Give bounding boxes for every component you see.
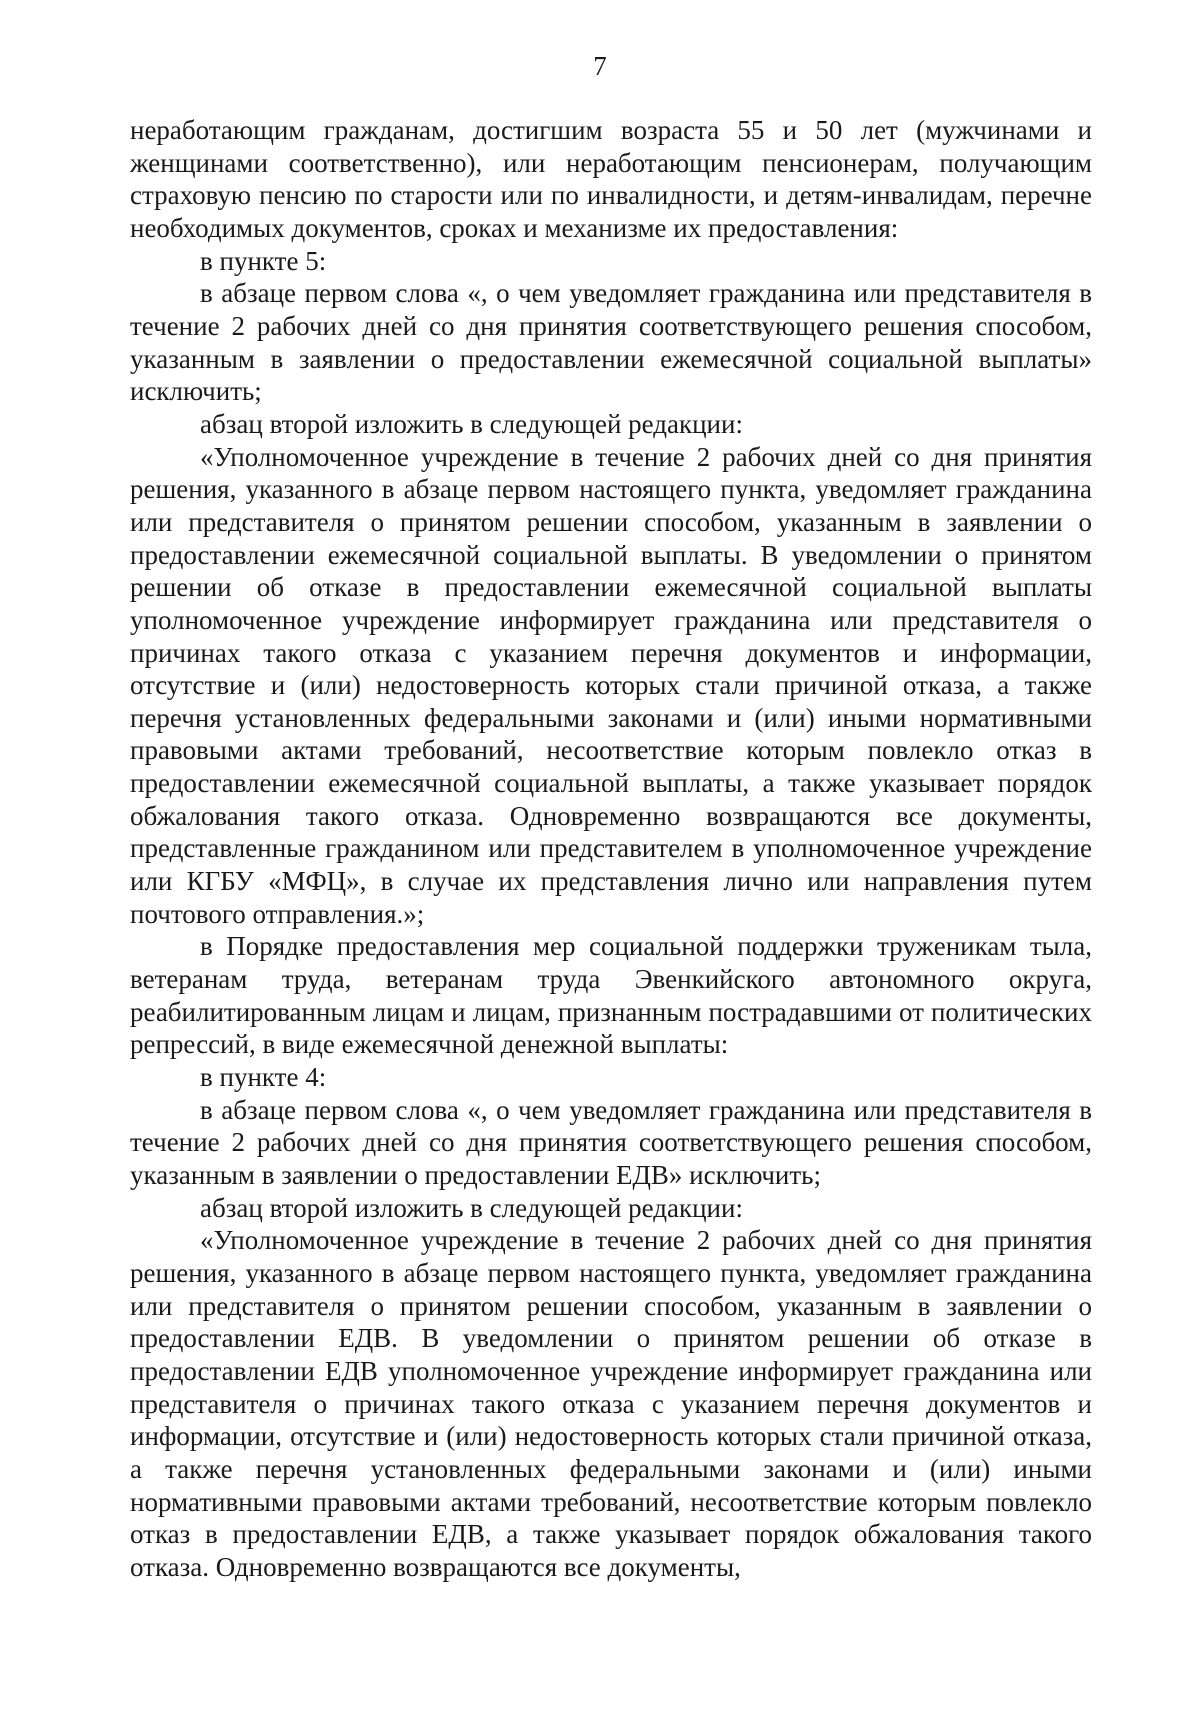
paragraph-first-clause-4: в абзаце первом слова «, о чем уведомляет гражданина или представителя в течение 2 рабочих дней со дня принятия соответствующего решения способом, указанным в заявлении о предоставлении ЕДВ» исключить; (130, 1094, 1092, 1190)
paragraph-second-clause-intro-5: абзац второй изложить в следующей редакции: (200, 408, 743, 439)
paragraph-first-clause-5: в абзаце первом слова «, о чем уведомляет гражданина или представителя в течение 2 рабочих дней со дня принятия соответствующего решения способом, указанным в заявлении о предоставлении ежемесячной социальной выплаты» исключить; (130, 278, 1092, 407)
page-number: 7 (593, 51, 607, 81)
paragraph-item-5: в пункте 5: (200, 245, 327, 276)
paragraph-continuation: неработающим гражданам, достигшим возраста 55 и 50 лет (мужчинами и женщинами соответственно), или неработающим пенсионерам, получающим страховую пенсию по старости или по инвалидности, и детям-инвалидам, перечне необходимых документов, сроках и механизме их предоставления: (130, 115, 1092, 243)
paragraph-procedure-title: в Порядке предоставления мер социальной поддержки труженикам тыла, ветеранам труда, ветеранам труда Эвенкийского автономного округа, реабилитированным лицам и лицам, признанным пострадавшими от политических репрессий, в виде ежемесячной денежной выплаты: (130, 931, 1092, 1060)
document-body (130, 114, 1092, 1584)
paragraph-item-4: в пункте 4: (200, 1062, 327, 1093)
paragraph-second-clause-intro-4: абзац второй изложить в следующей редакции: (200, 1192, 743, 1223)
paragraph-quoted-text-4: «Уполномоченное учреждение в течение 2 рабочих дней со дня принятия решения, указанного в абзаце первом настоящего пункта, уведомляет гражданина или представителя о принятом решении способом, указанным в заявлении о предоставлении ЕДВ. В уведомлении о принятом решении об отказе в предоставлении ЕДВ уполномоченное учреждение информирует гражданина или представителя о причинах такого отказа с указанием перечня документов и информации, отсутствие и (или) недостоверность которых стали причиной отказа, а также перечня установленных федеральными законами и (или) иными нормативными правовыми актами требований, несоответствие которым повлекло отказ в предоставлении ЕДВ, а также указывает порядок обжалования такого отказа. Одновременно возвращаются все документы, (130, 1225, 1092, 1582)
paragraph-quoted-text-5: «Уполномоченное учреждение в течение 2 рабочих дней со дня принятия решения, указанного в абзаце первом настоящего пункта, уведомляет гражданина или представителя о принятом решении способом, указанным в заявлении о предоставлении ежемесячной социальной выплаты. В уведомлении о принятом решении об отказе в предоставлении ежемесячной социальной выплаты уполномоченное учреждение информирует гражданина или представителя о причинах такого отказа с указанием перечня документов и информации, отсутствие и (или) недостоверность которых стали причиной отказа, а также перечня установленных федеральными законами и (или) иными нормативными правовыми актами требований, несоответствие которым повлекло отказ в предоставлении ежемесячной социальной выплаты, а также указывает порядок обжалования такого отказа. Одновременно возвращаются все документы, представленные гражданином или представителем в уполномоченное учреждение или КГБУ «МФЦ», в случае их представления лично или направления путем почтового отправления.»; (130, 441, 1092, 929)
